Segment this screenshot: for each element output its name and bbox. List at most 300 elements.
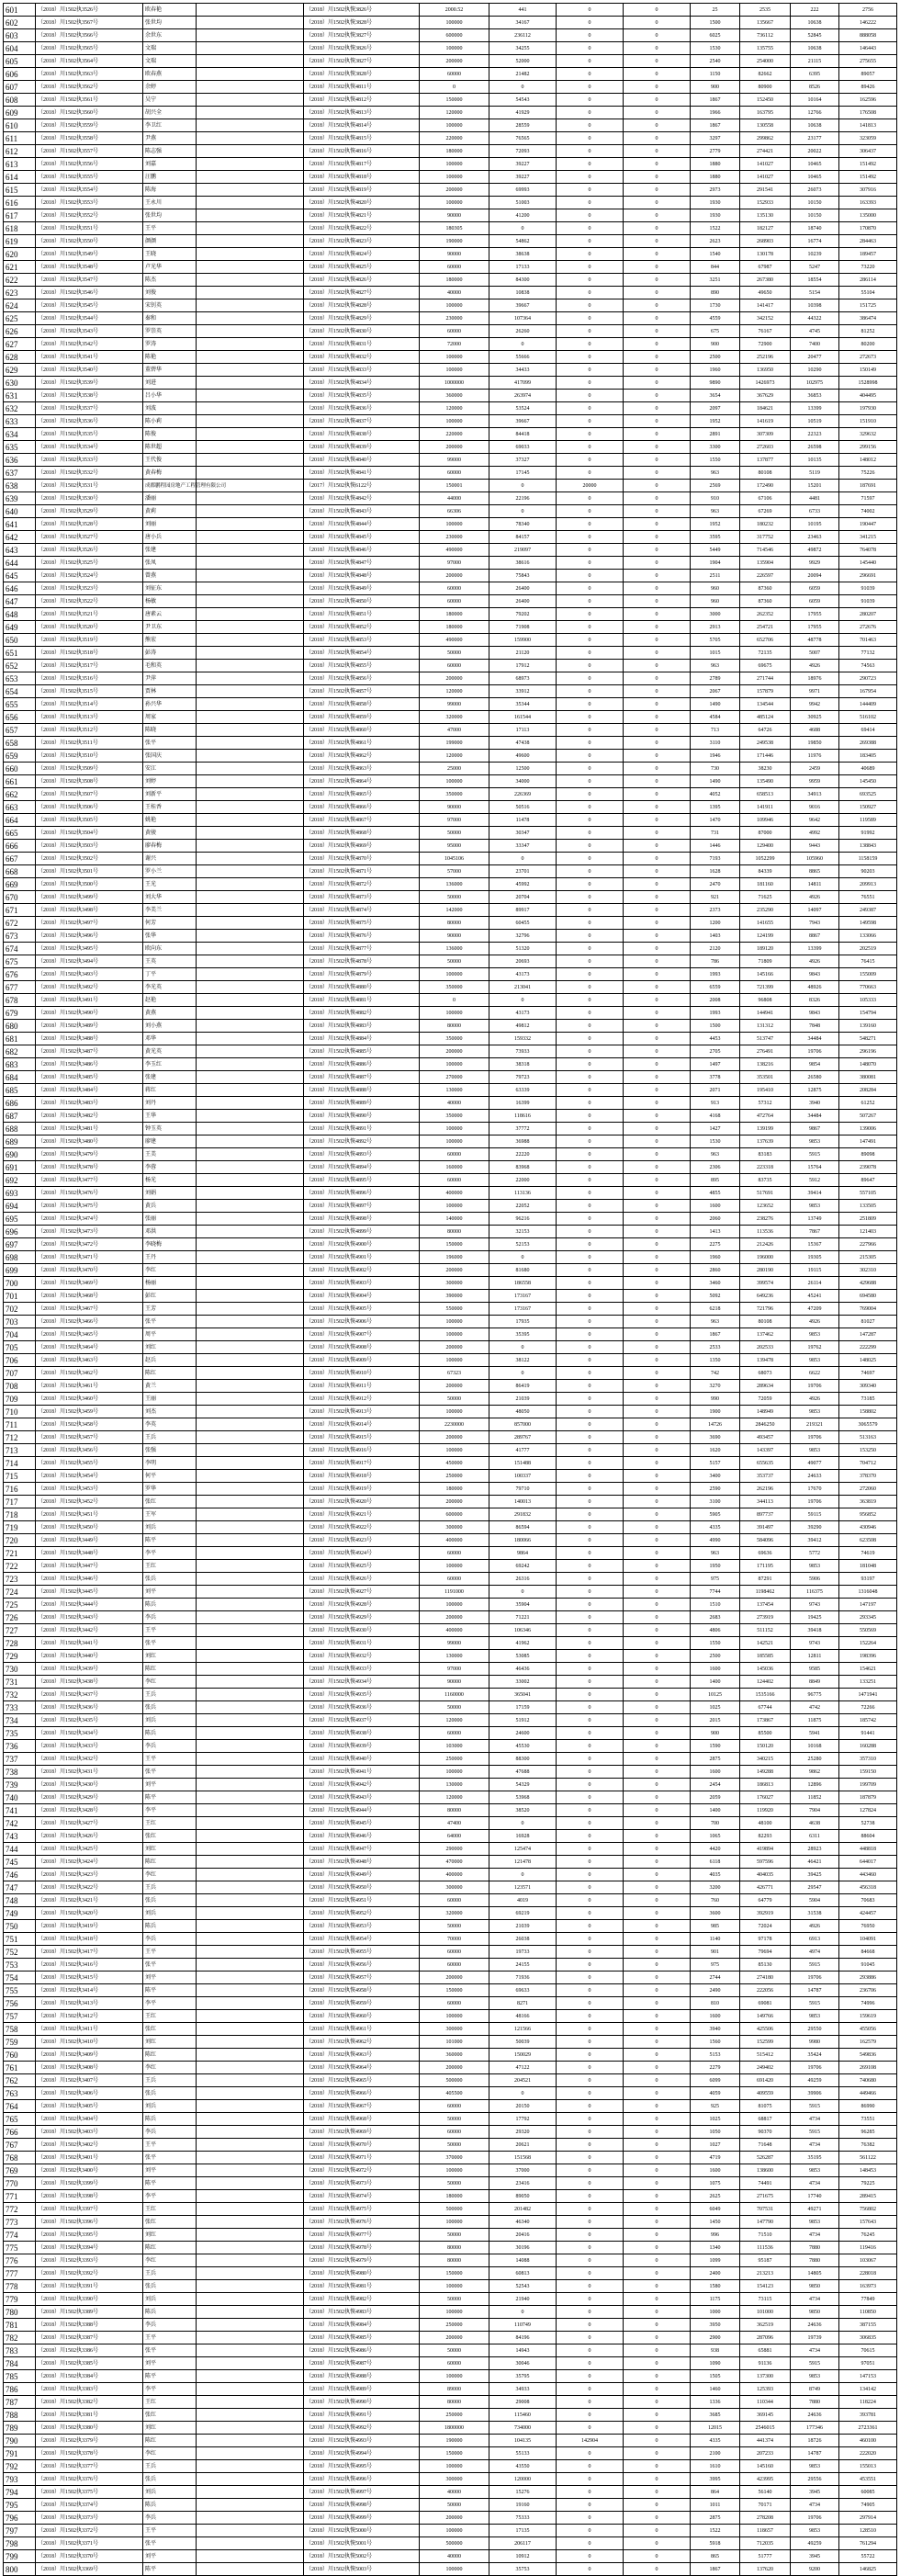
- table-row: [4, 2486, 897, 2499]
- table-cell-col-3: [197, 2190, 304, 2203]
- table-cell-col-11: 49259: [791, 2537, 839, 2550]
- table-cell-col-11: 19706: [791, 2512, 839, 2525]
- table-cell-col-6: 53968: [489, 1791, 557, 1804]
- table-cell-col-1: （2018）川1502执3554号: [36, 184, 143, 197]
- table-cell-col-11: 5007: [791, 647, 839, 660]
- table-cell-col-0: 737: [4, 1753, 36, 1766]
- table-cell-col-0: 619: [4, 235, 36, 248]
- table-cell-col-2: 李兵: [143, 1611, 197, 1624]
- table-cell-col-8: 0: [624, 2229, 691, 2242]
- table-cell-col-5: 130000: [420, 1779, 489, 1791]
- table-cell-col-1: （2018）川1502执3391号: [36, 2280, 143, 2293]
- table-cell-col-1: （2018）川1502执3539号: [36, 377, 143, 390]
- table-cell-col-4: （2018）川1502执恢4937号: [304, 1714, 420, 1727]
- table-cell-col-0: 654: [4, 685, 36, 698]
- table-cell-col-4: （2018）川1502执恢4911号: [304, 1380, 420, 1393]
- table-cell-col-9: 963: [691, 1316, 740, 1328]
- table-cell-col-3: [197, 1045, 304, 1058]
- table-cell-col-9: 925: [691, 2100, 740, 2113]
- table-cell-col-0: 752: [4, 1946, 36, 1959]
- table-cell-col-0: 634: [4, 428, 36, 441]
- table-cell-col-6: 54862: [489, 235, 557, 248]
- table-cell-col-1: （2018）川1502执3488号: [36, 1033, 143, 1045]
- table-row: [4, 2447, 897, 2460]
- table-cell-col-6: 26400: [489, 595, 557, 608]
- table-cell-col-12: 147491: [839, 1135, 897, 1148]
- table-cell-col-12: 81252: [839, 325, 897, 338]
- table-cell-col-1: （2018）川1502执3411号: [36, 2023, 143, 2036]
- table-cell-col-0: 601: [4, 4, 36, 17]
- table-cell-col-10: 707531: [740, 2203, 791, 2216]
- table-cell-col-1: （2018）川1502执3490号: [36, 1007, 143, 1020]
- table-cell-col-2: 王平: [143, 1946, 197, 1959]
- table-cell-col-12: 357310: [839, 1753, 897, 1766]
- table-cell-col-11: 16774: [791, 235, 839, 248]
- table-cell-col-12: 286114: [839, 274, 897, 287]
- table-cell-col-6: 24155: [489, 1959, 557, 1972]
- table-cell-col-2: 黄春梅: [143, 467, 197, 480]
- table-cell-col-4: （2018）川1502执恢4881号: [304, 994, 420, 1007]
- table-row: [4, 1341, 897, 1354]
- table-cell-col-6: 173167: [489, 1303, 557, 1316]
- table-cell-col-10: 144941: [740, 1007, 791, 1020]
- table-cell-col-10: 423995: [740, 2473, 791, 2486]
- table-cell-col-10: 157879: [740, 685, 791, 698]
- table-row: [4, 1303, 897, 1316]
- table-cell-col-12: 74563: [839, 660, 897, 672]
- table-cell-col-3: [197, 4, 304, 17]
- table-cell-col-4: （2018）川1502执恢4999号: [304, 2512, 420, 2525]
- table-cell-col-0: 719: [4, 1521, 36, 1534]
- table-cell-col-6: 23701: [489, 865, 557, 878]
- table-row: [4, 2512, 897, 2525]
- table-cell-col-7: 0: [557, 2190, 624, 2203]
- table-cell-col-9: 2373: [691, 904, 740, 917]
- table-cell-col-10: 511152: [740, 1624, 791, 1637]
- table-cell-col-4: （2018）川1502执恢4952号: [304, 1907, 420, 1920]
- table-cell-col-7: 0: [557, 1161, 624, 1174]
- table-cell-col-12: 134142: [839, 2383, 897, 2396]
- table-cell-col-4: （2018）川1502执恢4908号: [304, 1341, 420, 1354]
- table-cell-col-4: （2018）川1502执恢4926号: [304, 1573, 420, 1586]
- table-cell-col-3: [197, 2216, 304, 2229]
- table-cell-col-5: 136000: [420, 878, 489, 891]
- table-cell-col-12: 155009: [839, 968, 897, 981]
- table-cell-col-9: 2008: [691, 994, 740, 1007]
- table-cell-col-9: 3778: [691, 1071, 740, 1084]
- table-cell-col-10: 48100: [740, 1817, 791, 1830]
- table-cell-col-6: 63339: [489, 1084, 557, 1097]
- table-cell-col-1: （2018）川1502执3541号: [36, 351, 143, 364]
- table-cell-col-8: 0: [624, 1701, 691, 1714]
- table-row: [4, 1856, 897, 1869]
- table-cell-col-8: 0: [624, 1984, 691, 1997]
- table-cell-col-10: 1052299: [740, 853, 791, 865]
- table-cell-col-3: [197, 1200, 304, 1213]
- table-cell-col-10: 97178: [740, 1933, 791, 1946]
- table-cell-col-10: 171195: [740, 1560, 791, 1573]
- table-cell-col-6: 16928: [489, 1830, 557, 1843]
- table-cell-col-10: 101000: [740, 2306, 791, 2319]
- table-cell-col-12: 888058: [839, 29, 897, 42]
- table-cell-col-9: 4584: [691, 711, 740, 724]
- table-cell-col-8: 0: [624, 2447, 691, 2460]
- table-cell-col-2: 李明: [143, 1457, 197, 1470]
- table-cell-col-0: 653: [4, 672, 36, 685]
- table-cell-col-7: 0: [557, 1599, 624, 1611]
- table-row: [4, 1084, 897, 1097]
- table-cell-col-8: 0: [624, 1933, 691, 1946]
- table-cell-col-12: 151910: [839, 415, 897, 428]
- table-cell-col-5: 100000: [420, 2370, 489, 2383]
- table-row: [4, 2164, 897, 2177]
- table-cell-col-1: （2018）川1502执3486号: [36, 1058, 143, 1071]
- table-cell-col-2: 李平: [143, 1997, 197, 2010]
- table-cell-col-4: （2018）川1502执恢4950号: [304, 1881, 420, 1894]
- table-cell-col-6: 45530: [489, 1740, 557, 1753]
- table-cell-col-1: （2018）川1502执3414号: [36, 1984, 143, 1997]
- table-cell-col-9: 1336: [691, 2396, 740, 2409]
- table-cell-col-10: 274421: [740, 145, 791, 158]
- table-cell-col-0: 623: [4, 287, 36, 299]
- table-cell-col-3: [197, 1920, 304, 1933]
- table-cell-col-4: （2018）川1502执恢4989号: [304, 2383, 420, 2396]
- table-cell-col-4: （2018）川1502执恢4920号: [304, 1496, 420, 1508]
- table-cell-col-3: [197, 1213, 304, 1226]
- table-cell-col-5: 180000: [420, 274, 489, 287]
- table-cell-col-2: 赵兵: [143, 1354, 197, 1367]
- table-cell-col-8: 0: [624, 1290, 691, 1303]
- table-cell-col-4: （2018）川1502执恢4904号: [304, 1290, 420, 1303]
- table-cell-col-8: 0: [624, 2370, 691, 2383]
- table-cell-col-9: 1540: [691, 248, 740, 261]
- table-cell-col-9: 5918: [691, 2537, 740, 2550]
- table-cell-col-9: 963: [691, 1547, 740, 1560]
- table-cell-col-7: 0: [557, 1997, 624, 2010]
- table-cell-col-4: （2018）川1502执恢4938号: [304, 1727, 420, 1740]
- table-cell-col-10: 143397: [740, 1444, 791, 1457]
- table-cell-col-5: 1045106: [420, 853, 489, 865]
- table-cell-col-6: 75333: [489, 2512, 557, 2525]
- table-cell-col-1: （2018）川1502执3502号: [36, 853, 143, 865]
- table-cell-col-2: 张平: [143, 2344, 197, 2357]
- table-cell-col-7: 0: [557, 672, 624, 685]
- table-row: [4, 1071, 897, 1084]
- table-cell-col-6: 17135: [489, 2525, 557, 2537]
- table-cell-col-0: 777: [4, 2267, 36, 2280]
- table-cell-col-12: 75226: [839, 467, 897, 480]
- table-cell-col-9: 2067: [691, 685, 740, 698]
- table-cell-col-7: 0: [557, 2383, 624, 2396]
- table-cell-col-6: 10838: [489, 287, 557, 299]
- table-cell-col-1: （2018）川1502执3386号: [36, 2344, 143, 2357]
- table-cell-col-10: 110344: [740, 2396, 791, 2409]
- table-cell-col-12: 76551: [839, 891, 897, 904]
- table-cell-col-8: 0: [624, 1097, 691, 1110]
- table-cell-col-2: 余婷: [143, 81, 197, 94]
- table-cell-col-10: 222056: [740, 1984, 791, 1997]
- table-cell-col-10: 141417: [740, 299, 791, 312]
- table-cell-col-10: 513747: [740, 1033, 791, 1045]
- table-cell-col-7: 0: [557, 621, 624, 634]
- table-cell-col-7: 0: [557, 1045, 624, 1058]
- table-cell-col-7: 0: [557, 492, 624, 505]
- table-cell-col-11: 19305: [791, 1251, 839, 1264]
- table-cell-col-0: 722: [4, 1560, 36, 1573]
- table-cell-col-6: 78340: [489, 518, 557, 531]
- table-cell-col-2: 陈红: [143, 1856, 197, 1869]
- table-cell-col-6: 33912: [489, 685, 557, 698]
- table-cell-col-10: 142521: [740, 1637, 791, 1650]
- table-cell-col-12: 152264: [839, 1637, 897, 1650]
- table-cell-col-8: 0: [624, 2203, 691, 2216]
- table-cell-col-6: 17113: [489, 724, 557, 737]
- table-cell-col-0: 672: [4, 917, 36, 930]
- table-cell-col-3: [197, 1791, 304, 1804]
- table-row: [4, 608, 897, 621]
- table-cell-col-12: 89057: [839, 68, 897, 81]
- table-cell-col-8: 0: [624, 2152, 691, 2164]
- table-cell-col-1: （2018）川1502执3557号: [36, 145, 143, 158]
- table-cell-col-4: （2018）川1502执恢4913号: [304, 1406, 420, 1418]
- table-cell-col-11: 3940: [791, 1097, 839, 1110]
- table-cell-col-11: 18726: [791, 2435, 839, 2447]
- table-cell-col-8: 0: [624, 1457, 691, 1470]
- table-cell-col-3: [197, 119, 304, 132]
- table-cell-col-7: 0: [557, 17, 624, 29]
- table-cell-col-4: （2018）川1502执恢4979号: [304, 2254, 420, 2267]
- table-cell-col-8: 0: [624, 132, 691, 145]
- table-cell-col-3: [197, 1328, 304, 1341]
- table-cell-col-12: 76382: [839, 2139, 897, 2152]
- table-row: [4, 1843, 897, 1856]
- table-cell-col-9: 2454: [691, 1779, 740, 1791]
- table-cell-col-1: （2018）川1502执3423号: [36, 1869, 143, 1881]
- table-cell-col-11: 5904: [791, 1894, 839, 1907]
- table-cell-col-7: 0: [557, 1431, 624, 1444]
- table-cell-col-2: 王桂香: [143, 801, 197, 814]
- table-row: [4, 299, 897, 312]
- table-cell-col-4: （2018）川1502执恢4927号: [304, 1586, 420, 1599]
- table-row: [4, 891, 897, 904]
- table-row: [4, 2036, 897, 2049]
- table-cell-col-1: （2018）川1502执3438号: [36, 1676, 143, 1689]
- table-cell-col-0: 649: [4, 621, 36, 634]
- table-cell-col-10: 137639: [740, 1135, 791, 1148]
- table-cell-col-2: 陈平: [143, 2563, 197, 2576]
- table-cell-col-12: 119589: [839, 814, 897, 827]
- table-cell-col-2: 张强: [143, 1444, 197, 1457]
- table-cell-col-3: [197, 582, 304, 595]
- table-cell-col-10: 426771: [740, 1881, 791, 1894]
- table-cell-col-8: 0: [624, 377, 691, 390]
- table-cell-col-3: [197, 1380, 304, 1393]
- table-cell-col-10: 149766: [740, 2010, 791, 2023]
- table-cell-col-1: （2018）川1502执3470号: [36, 1264, 143, 1277]
- table-cell-col-7: 0: [557, 1123, 624, 1135]
- table-cell-col-3: [197, 2100, 304, 2113]
- table-cell-col-2: 刘平: [143, 1972, 197, 1984]
- table-cell-col-3: [197, 441, 304, 454]
- table-row: [4, 1817, 897, 1830]
- table-cell-col-8: 0: [624, 557, 691, 570]
- table-row: [4, 1058, 897, 1071]
- table-cell-col-10: 85500: [740, 1727, 791, 1740]
- table-cell-col-0: 744: [4, 1843, 36, 1856]
- table-cell-col-2: 李光英: [143, 981, 197, 994]
- table-cell-col-9: 1628: [691, 865, 740, 878]
- table-cell-col-7: 0: [557, 132, 624, 145]
- table-cell-col-9: 864: [691, 2486, 740, 2499]
- table-cell-col-6: 41929: [489, 107, 557, 119]
- table-cell-col-7: 0: [557, 685, 624, 698]
- table-cell-col-1: （2018）川1502执3401号: [36, 2152, 143, 2164]
- table-cell-col-3: [197, 2383, 304, 2396]
- table-cell-col-6: 45992: [489, 878, 557, 891]
- table-cell-col-8: 0: [624, 1534, 691, 1547]
- table-cell-col-11: 14787: [791, 1984, 839, 1997]
- table-row: [4, 402, 897, 415]
- table-cell-col-9: 4335: [691, 1521, 740, 1534]
- table-cell-col-2: 刘红: [143, 1650, 197, 1663]
- table-cell-col-1: （2018）川1502执3496号: [36, 930, 143, 943]
- table-cell-col-8: 0: [624, 222, 691, 235]
- table-cell-col-1: （2018）川1502执3452号: [36, 1496, 143, 1508]
- table-cell-col-0: 643: [4, 544, 36, 557]
- table-cell-col-1: （2018）川1502执3558号: [36, 132, 143, 145]
- table-cell-col-11: 10150: [791, 209, 839, 222]
- table-cell-col-6: 89917: [489, 904, 557, 917]
- table-cell-col-12: 88604: [839, 1830, 897, 1843]
- table-cell-col-2: 邓华: [143, 1033, 197, 1045]
- table-cell-col-2: 陈晓: [143, 724, 197, 737]
- table-cell-col-1: （2018）川1502执3378号: [36, 2447, 143, 2460]
- table-cell-col-1: （2018）川1502执3494号: [36, 955, 143, 968]
- table-cell-col-7: 0: [557, 338, 624, 351]
- table-cell-col-10: 419894: [740, 1843, 791, 1856]
- table-cell-col-11: 9853: [791, 2164, 839, 2177]
- table-cell-col-0: 761: [4, 2062, 36, 2074]
- table-cell-col-9: 3200: [691, 1881, 740, 1894]
- table-cell-col-11: 10465: [791, 171, 839, 184]
- table-cell-col-6: 110749: [489, 2319, 557, 2332]
- table-cell-col-0: 678: [4, 994, 36, 1007]
- table-cell-col-12: 289415: [839, 2190, 897, 2203]
- table-cell-col-1: （2018）川1502执3566号: [36, 29, 143, 42]
- table-cell-col-3: [197, 660, 304, 672]
- table-cell-col-0: 764: [4, 2100, 36, 2113]
- table-cell-col-0: 641: [4, 518, 36, 531]
- table-cell-col-5: 120000: [420, 1714, 489, 1727]
- table-cell-col-4: （2018）川1502执恢4998号: [304, 2499, 420, 2512]
- table-cell-col-9: 1966: [691, 107, 740, 119]
- table-row: [4, 904, 897, 917]
- table-cell-col-9: 2275: [691, 1238, 740, 1251]
- table-cell-col-5: 180305: [420, 222, 489, 235]
- table-cell-col-7: 0: [557, 750, 624, 763]
- table-cell-col-0: 607: [4, 81, 36, 94]
- table-cell-col-5: 190000: [420, 235, 489, 248]
- table-cell-col-8: 0: [624, 2242, 691, 2254]
- table-cell-col-0: 711: [4, 1418, 36, 1431]
- table-row: [4, 2254, 897, 2267]
- table-cell-col-8: 0: [624, 492, 691, 505]
- table-cell-col-6: 35344: [489, 698, 557, 711]
- table-cell-col-9: 1960: [691, 1251, 740, 1264]
- table-cell-col-2: 张兵: [143, 2473, 197, 2486]
- table-cell-col-9: 1952: [691, 415, 740, 428]
- table-cell-col-0: 650: [4, 634, 36, 647]
- table-cell-col-6: 71908: [489, 621, 557, 634]
- table-cell-col-2: 刘红: [143, 1341, 197, 1354]
- table-row: [4, 1470, 897, 1483]
- table-cell-col-2: 罗涛: [143, 338, 197, 351]
- table-cell-col-2: 周家: [143, 711, 197, 724]
- table-cell-col-8: 0: [624, 2306, 691, 2319]
- table-cell-col-8: 0: [624, 2190, 691, 2203]
- table-cell-col-2: 罗小兰: [143, 865, 197, 878]
- table-cell-col-9: 4035: [691, 1869, 740, 1881]
- table-cell-col-9: 10125: [691, 1689, 740, 1701]
- table-cell-col-6: 22000: [489, 1174, 557, 1187]
- table-cell-col-5: 200000: [420, 1380, 489, 1393]
- table-cell-col-0: 703: [4, 1316, 36, 1328]
- table-cell-col-2: 张平: [143, 737, 197, 750]
- table-cell-col-11: 19850: [791, 737, 839, 750]
- table-cell-col-7: 0: [557, 2036, 624, 2049]
- table-cell-col-5: 100000: [420, 1135, 489, 1148]
- table-cell-col-8: 0: [624, 1920, 691, 1933]
- table-cell-col-0: 717: [4, 1496, 36, 1508]
- table-cell-col-4: （2018）川1502执恢4968号: [304, 2113, 420, 2126]
- table-cell-col-9: 3400: [691, 1470, 740, 1483]
- table-cell-col-1: （2018）川1502执3567号: [36, 17, 143, 29]
- table-cell-col-10: 51777: [740, 2550, 791, 2563]
- table-cell-col-1: （2018）川1502执3475号: [36, 1200, 143, 1213]
- table-cell-col-9: 921: [691, 891, 740, 904]
- table-cell-col-9: 1600: [691, 1200, 740, 1213]
- table-row: [4, 685, 897, 698]
- table-cell-col-1: （2018）川1502执3461号: [36, 1380, 143, 1393]
- table-cell-col-9: 7744: [691, 1586, 740, 1599]
- table-cell-col-8: 0: [624, 2036, 691, 2049]
- table-cell-col-8: 0: [624, 737, 691, 750]
- table-cell-col-10: 254721: [740, 621, 791, 634]
- table-cell-col-4: （2018）川1502执恢4839号: [304, 441, 420, 454]
- table-cell-col-5: 130000: [420, 1650, 489, 1663]
- table-row: [4, 1714, 897, 1727]
- table-cell-col-1: （2018）川1502执3455号: [36, 1457, 143, 1470]
- table-cell-col-12: 74619: [839, 1547, 897, 1560]
- table-cell-col-5: 300000: [420, 1521, 489, 1534]
- table-cell-col-5: 99000: [420, 1637, 489, 1650]
- table-cell-col-12: 251809: [839, 1213, 897, 1226]
- table-cell-col-5: 180000: [420, 1483, 489, 1496]
- table-cell-col-3: [197, 1123, 304, 1135]
- table-cell-col-7: 0: [557, 248, 624, 261]
- table-cell-col-1: （2018）川1502执3476号: [36, 1187, 143, 1200]
- table-cell-col-2: 李兵: [143, 1740, 197, 1753]
- table-row: [4, 1701, 897, 1714]
- table-cell-col-9: 1867: [691, 94, 740, 107]
- table-cell-col-3: [197, 1907, 304, 1920]
- table-cell-col-4: （2018）川1502执恢4909号: [304, 1354, 420, 1367]
- table-cell-col-12: 118224: [839, 2396, 897, 2409]
- table-cell-col-1: （2018）川1502执3447号: [36, 1560, 143, 1573]
- table-cell-col-0: 699: [4, 1264, 36, 1277]
- table-cell-col-2: 刘兵: [143, 2293, 197, 2306]
- table-cell-col-10: 163795: [740, 107, 791, 119]
